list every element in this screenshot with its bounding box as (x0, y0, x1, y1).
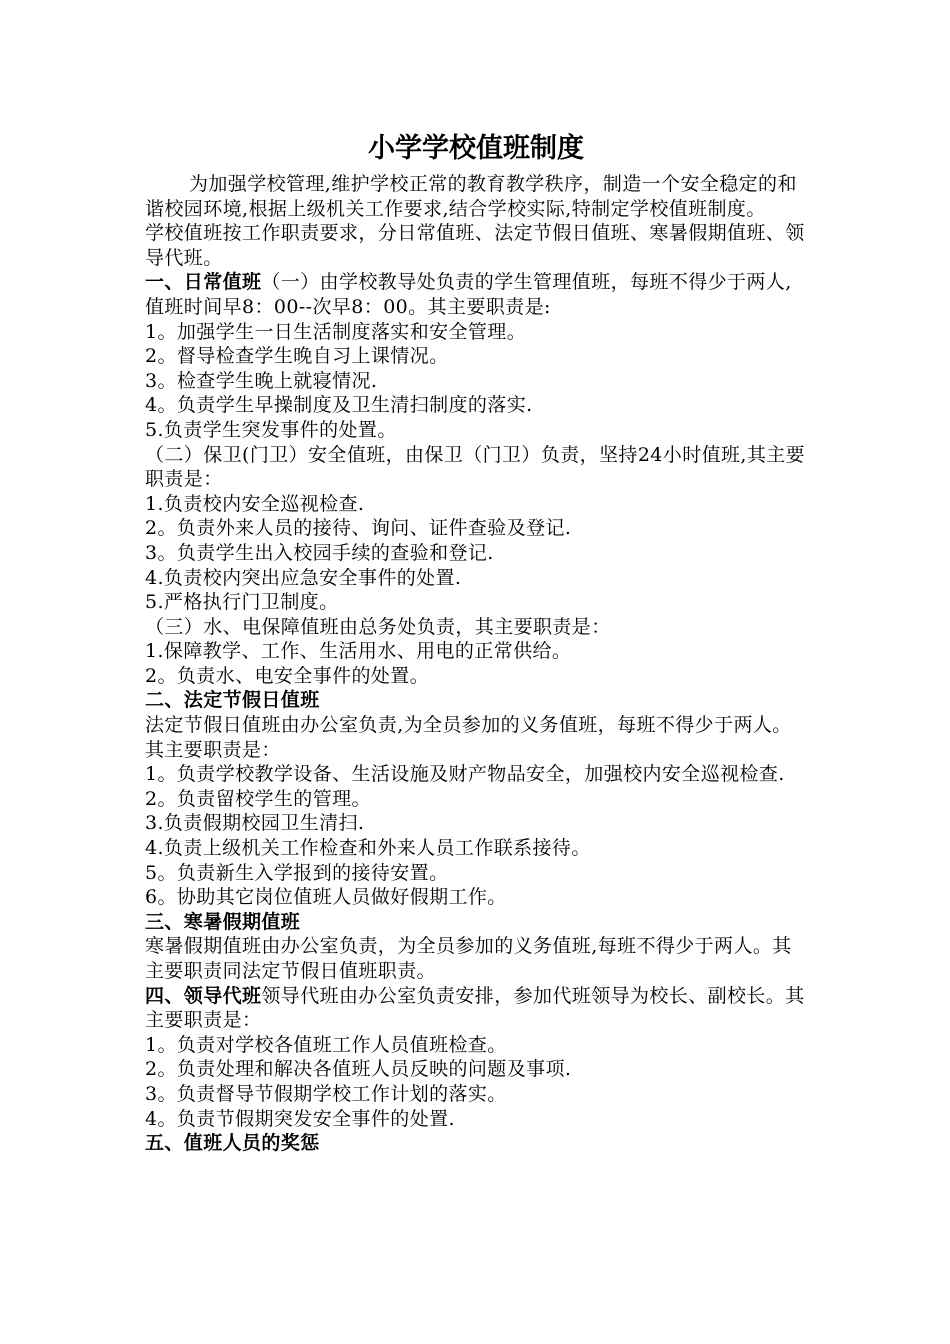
list-item: 1。负责学校教学设备、生活设施及财产物品安全，加强校内安全巡视检查. (145, 763, 785, 786)
document-title: 小学学校值班制度 (368, 133, 584, 164)
section-4-text: 领导代班由办公室负责安排，参加代班领导为校长、副校长。其主要职责是： (145, 984, 805, 1032)
subsection-2-text: （二）保卫(门卫）安全值班，由保卫（门卫）负责，坚持24小时值班,其主要职责是： (145, 443, 806, 491)
section-3-text: 寒暑假期值班由办公室负责，为全员参加的义务值班,每班不得少于两人。其主要职责同法定节假日值班职责。 (145, 935, 792, 982)
intro-paragraph: 为加强学校管理,维护学校正常的教育教学秩序，制造一个安全稳定的和谐校园环境,根据上级机关工作要求,结合学校实际,特制定学校值班制度。 (145, 173, 797, 220)
list-item: 3。负责学生出入校园手续的查验和登记. (145, 541, 494, 564)
list-item: 2。督导检查学生晚自习上课情况。 (145, 345, 449, 368)
list-item: 6。协助其它岗位值班人员做好假期工作。 (145, 886, 507, 909)
subsection-3-text: （三）水、电保障值班由总务处负责，其主要职责是： (145, 615, 611, 638)
list-item: 4。负责节假期突发安全事件的处置. (145, 1107, 455, 1130)
list-item: 3。负责督导节假期学校工作计划的落实。 (145, 1082, 507, 1105)
section-1-text: （一）由学校教导处负责的学生管理值班，每班不得少于两人,值班时间早8：00--次早8：00。其主要职责是: (145, 271, 792, 318)
list-item: 3。检查学生晚上就寝情况. (145, 369, 378, 392)
section-4-paragraph (145, 984, 807, 1033)
list-item: 2。负责外来人员的接待、询问、证件查验及登记. (145, 517, 572, 540)
list-item: 4.负责上级机关工作检查和外来人员工作联系接待。 (145, 837, 591, 860)
list-item: 5.负责学生突发事件的处置。 (145, 418, 397, 441)
section-3-heading: 三、寒暑假期值班 (145, 910, 301, 933)
list-item: 1.保障教学、工作、生活用水、用电的正常供给。 (145, 640, 572, 663)
list-item: 5。负责新生入学报到的接待安置。 (145, 861, 449, 884)
list-item: 2。负责处理和解决各值班人员反映的问题及事项. (145, 1058, 572, 1081)
list-item: 4.负责校内突出应急安全事件的处置. (145, 566, 462, 589)
section-2-heading: 二、法定节假日值班 (145, 689, 320, 712)
list-item: 4。负责学生早操制度及卫生清扫制度的落实. (145, 394, 533, 417)
section-1-paragraph (145, 270, 807, 319)
section-2-text: 法定节假日值班由办公室负责,为全员参加的义务值班，每班不得少于两人。其主要职责是： (145, 714, 792, 761)
document-page (145, 128, 807, 1156)
list-item: 2。负责水、电安全事件的处置。 (145, 664, 430, 687)
list-item: 1。加强学生一日生活制度落实和安全管理。 (145, 320, 527, 343)
list-item: 2。负责留校学生的管理。 (145, 787, 371, 810)
section-1-heading: 一、日常值班 (145, 271, 262, 294)
overview-paragraph: 学校值班按工作职责要求，分日常值班、法定节假日值班、寒暑假期值班、领导代班。 (145, 222, 805, 269)
section-4-heading: 四、领导代班 (145, 984, 262, 1007)
list-item: 5.严格执行门卫制度。 (145, 591, 339, 614)
list-item: 1。负责对学校各值班工作人员值班检查。 (145, 1033, 507, 1056)
section-5-heading: 五、值班人员的奖惩 (145, 1132, 320, 1155)
list-item: 1.负责校内安全巡视检查. (145, 492, 365, 515)
list-item: 3.负责假期校园卫生清扫. (145, 812, 365, 835)
